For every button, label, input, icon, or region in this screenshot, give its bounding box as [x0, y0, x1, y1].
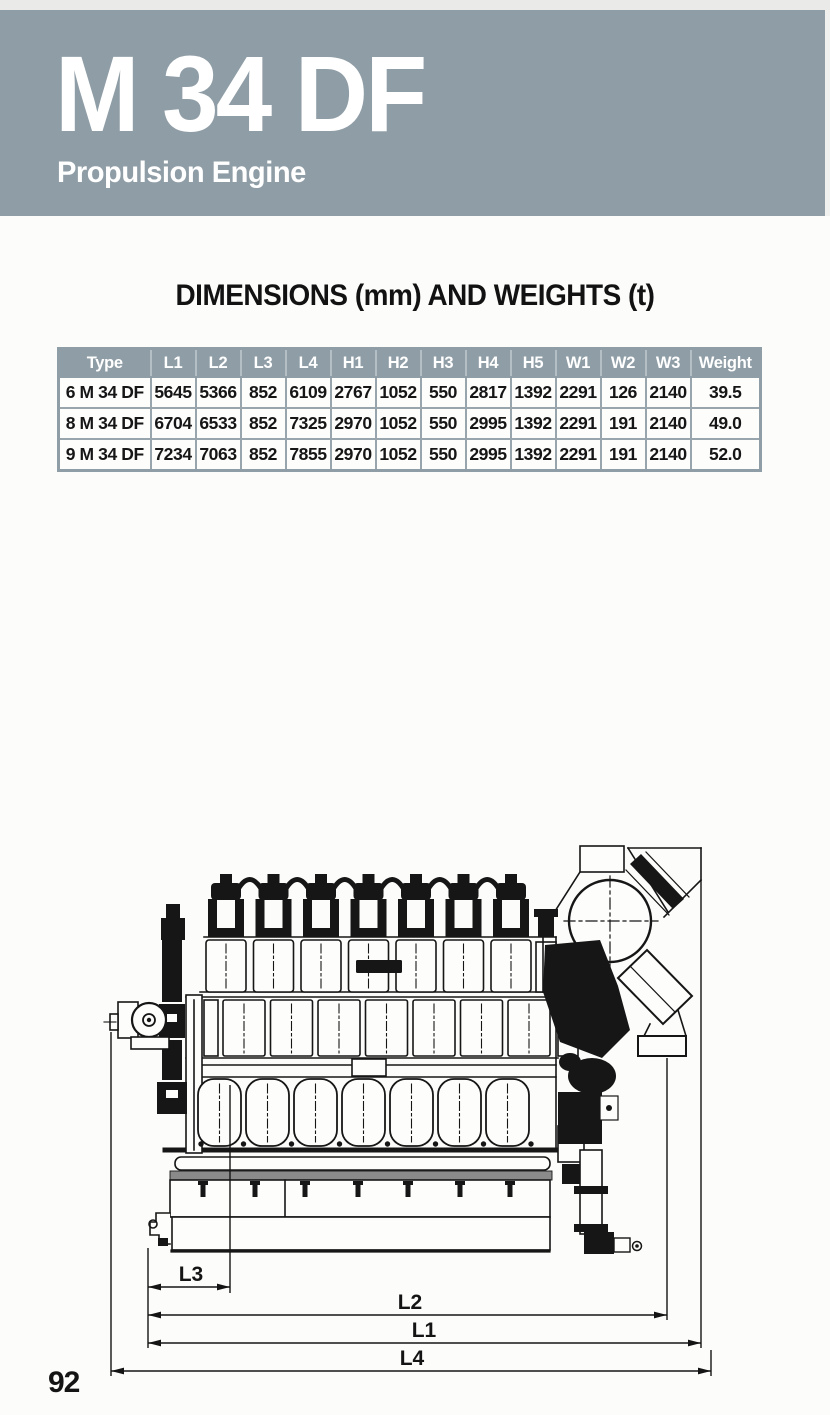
dimensions-table [57, 347, 762, 472]
column-header: L3 [241, 349, 286, 378]
column-header: W3 [646, 349, 691, 378]
column-header: L4 [286, 349, 331, 378]
engine-type-cell: 6 M 34 DF [59, 377, 151, 408]
dimension-value-cell: 2817 [466, 377, 511, 408]
column-header: L2 [196, 349, 241, 378]
column-header: L1 [151, 349, 196, 378]
header-banner [0, 10, 825, 216]
dimension-l1 [148, 1319, 701, 1346]
dimension-value-cell: 1052 [376, 439, 421, 471]
dimension-value-cell: 1052 [376, 377, 421, 408]
page-number: 92 [48, 1366, 80, 1399]
engine-subtitle: Propulsion Engine [57, 156, 306, 189]
column-header: H3 [421, 349, 466, 378]
engine-type-cell: 8 M 34 DF [59, 408, 151, 439]
valve-caps [208, 874, 558, 937]
dimension-value-cell: 2291 [556, 377, 601, 408]
table-row [59, 439, 761, 471]
dimension-value-cell: 7234 [151, 439, 196, 471]
engine-drawing [0, 830, 830, 1415]
engine-type-cell: 9 M 34 DF [59, 439, 151, 471]
dimension-value-cell: 191 [601, 439, 646, 471]
table-header-row [59, 349, 761, 378]
dimension-value-cell: 1392 [511, 377, 556, 408]
dimension-value-cell: 39.5 [691, 377, 761, 408]
dimension-value-cell: 7325 [286, 408, 331, 439]
dimension-value-cell: 550 [421, 377, 466, 408]
column-header: H5 [511, 349, 556, 378]
dimension-value-cell: 550 [421, 439, 466, 471]
dimension-value-cell: 6704 [151, 408, 196, 439]
dimension-value-cell: 5366 [196, 377, 241, 408]
dimension-value-cell: 2970 [331, 408, 376, 439]
column-header: H4 [466, 349, 511, 378]
column-header: H2 [376, 349, 421, 378]
section-title: DIMENSIONS (mm) AND WEIGHTS (t) [175, 279, 655, 312]
dim-label-l1: L1 [411, 1319, 437, 1342]
page-right-margin [825, 10, 830, 216]
table-row [59, 408, 761, 439]
dimension-value-cell: 2291 [556, 439, 601, 471]
dimension-value-cell: 2970 [331, 439, 376, 471]
dimension-value-cell: 852 [241, 439, 286, 471]
dimension-value-cell: 2767 [331, 377, 376, 408]
block-panels [204, 1000, 550, 1056]
column-header: H1 [331, 349, 376, 378]
dimension-value-cell: 1392 [511, 408, 556, 439]
dim-label-l3: L3 [178, 1263, 204, 1286]
dimension-l4 [111, 1347, 711, 1374]
dimension-value-cell: 126 [601, 377, 646, 408]
dimension-value-cell: 2140 [646, 408, 691, 439]
dimension-value-cell: 1392 [511, 439, 556, 471]
column-header: W1 [556, 349, 601, 378]
engine-body [104, 846, 701, 1254]
dimension-value-cell: 52.0 [691, 439, 761, 471]
dimension-value-cell: 6109 [286, 377, 331, 408]
oil-pan [149, 1157, 552, 1251]
dimension-value-cell: 2995 [466, 439, 511, 471]
dimension-value-cell: 7855 [286, 439, 331, 471]
dimension-value-cell: 1052 [376, 408, 421, 439]
dimension-value-cell: 2140 [646, 439, 691, 471]
dimension-value-cell: 5645 [151, 377, 196, 408]
dim-label-l2: L2 [397, 1291, 423, 1314]
dimension-value-cell: 852 [241, 377, 286, 408]
dimension-l3 [148, 1263, 230, 1290]
column-header: Weight [691, 349, 761, 378]
page-top-margin [0, 0, 830, 10]
dimension-value-cell: 2291 [556, 408, 601, 439]
dimension-value-cell: 6533 [196, 408, 241, 439]
dimension-value-cell: 852 [241, 408, 286, 439]
column-header: W2 [601, 349, 646, 378]
dimension-value-cell: 2995 [466, 408, 511, 439]
engine-brand-plate [356, 960, 402, 973]
column-header: Type [59, 349, 151, 378]
dimension-value-cell: 49.0 [691, 408, 761, 439]
front-end-pump [104, 904, 187, 1114]
crankcase-doors [198, 1079, 534, 1147]
dimension-l2 [148, 1291, 667, 1318]
table-row [59, 377, 761, 408]
dimension-value-cell: 2140 [646, 377, 691, 408]
dimension-value-cell: 550 [421, 408, 466, 439]
dimension-value-cell: 191 [601, 408, 646, 439]
dimension-value-cell: 7063 [196, 439, 241, 471]
dim-label-l4: L4 [399, 1347, 425, 1370]
engine-model-title: M 34 DF [55, 33, 425, 154]
